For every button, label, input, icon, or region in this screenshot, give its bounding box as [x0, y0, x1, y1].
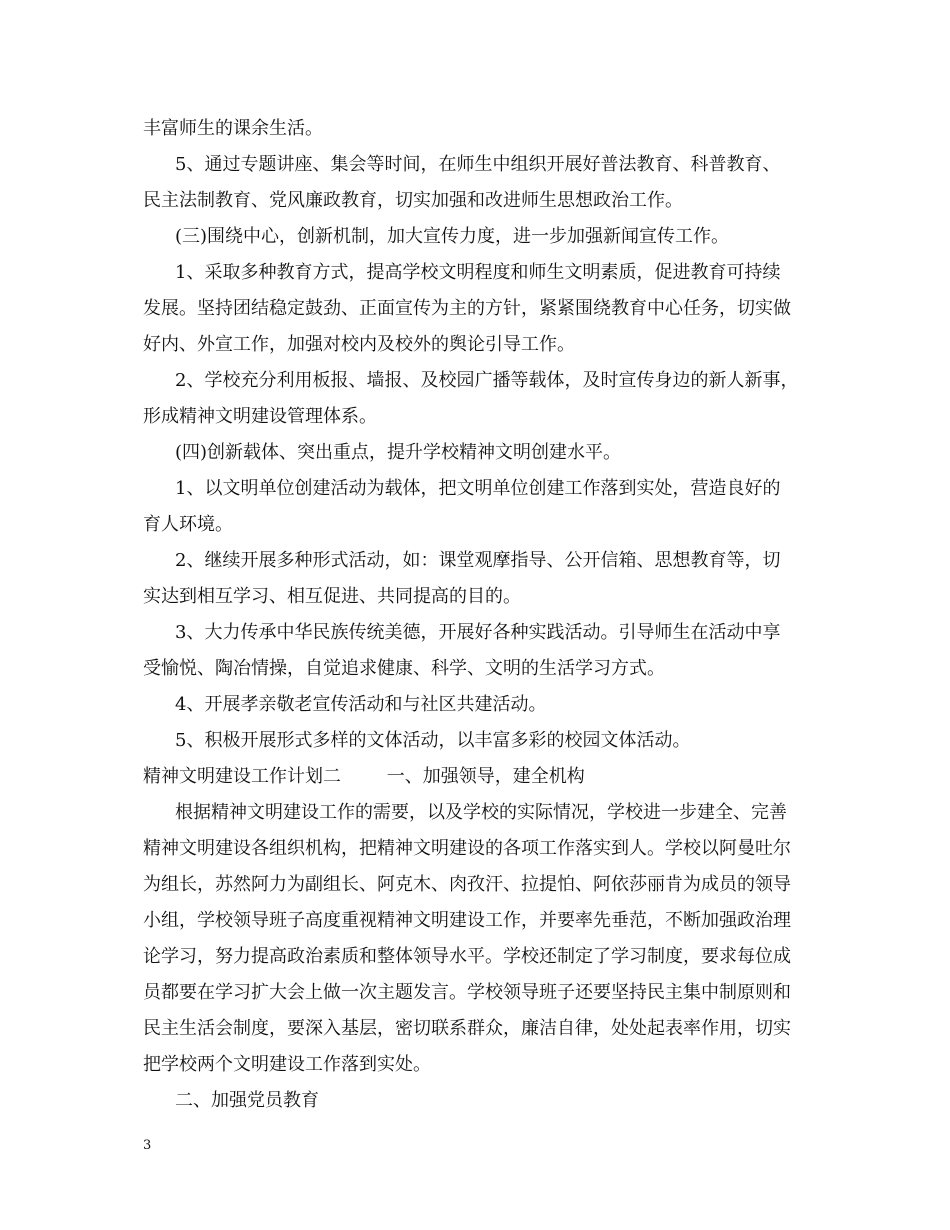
text-line: 2、继续开展多种形式活动，如：课堂观摩指导、公开信箱、思想教育等，切 [175, 550, 781, 571]
text-line: 3、大力传承中华民族传统美德，开展好各种实践活动。引导师生在活动中享 [175, 622, 781, 643]
section-heading: (三)围绕中心，创新机制，加大宣传力度，进一步加强新闻宣传工作。 [175, 226, 730, 247]
text-line: 2、学校充分利用板报、墙报、及校园广播等载体，及时宣传身边的新人新事， [175, 370, 799, 391]
text-line: 精神文明建设各组织机构，把精神文明建设的各项工作落实到人。学校以阿曼吐尔 [143, 838, 791, 859]
text-line: 根据精神文明建设工作的需要，以及学校的实际情况，学校进一步建全、完善 [175, 802, 787, 823]
text-line: 1、以文明单位创建活动为载体，把文明单位创建工作落到实处，营造良好的 [175, 478, 781, 499]
text-line: 实达到相互学习、相互促进、共同提高的目的。 [143, 586, 521, 607]
text-line: 5、积极开展形式多样的文体活动，以丰富多彩的校园文体活动。 [175, 730, 691, 751]
text-line: 为组长，苏然阿力为副组长、阿克木、肉孜汗、拉提怕、阿依莎丽肯为成员的领导 [143, 874, 791, 895]
text-line: 民主法制教育、党风廉政教育，切实加强和改进师生思想政治工作。 [143, 190, 683, 211]
text-line: 发展。坚持团结稳定鼓劲、正面宣传为主的方针，紧紧围绕教育中心任务，切实做 [143, 298, 791, 319]
page-number: 3 [143, 1138, 152, 1153]
text-line: 好内、外宣工作，加强对校内及校外的舆论引导工作。 [143, 334, 575, 355]
text-line: 1、采取多种教育方式，提高学校文明程度和师生文明素质，促进教育可持续 [175, 262, 781, 283]
text-line: 论学习，努力提高政治素质和整体领导水平。学校还制定了学习制度，要求每位成 [143, 946, 791, 967]
text-line: 员都要在学习扩大会上做一次主题发言。学校领导班子还要坚持民主集中制原则和 [143, 982, 791, 1003]
text-line: 5、通过专题讲座、集会等时间，在师生中组织开展好普法教育、科普教育、 [175, 154, 781, 175]
text-line: 民主生活会制度，要深入基层，密切联系群众，廉洁自律，处处起表率作用，切实 [143, 1018, 791, 1039]
text-line: 育人环境。 [143, 514, 233, 535]
text-line: 受愉悦、陶冶情操，自觉追求健康、科学、文明的生活学习方式。 [143, 658, 665, 679]
text-line: 小组，学校领导班子高度重视精神文明建设工作，并要率先垂范，不断加强政治理 [143, 910, 791, 931]
section-heading: (四)创新载体、突出重点，提升学校精神文明创建水平。 [175, 442, 622, 463]
document-title-line: 精神文明建设工作计划二 一、加强领导，建全机构 [143, 766, 585, 787]
text-line: 把学校两个文明建设工作落到实处。 [143, 1054, 431, 1075]
text-line: 4、开展孝亲敬老宣传活动和与社区共建活动。 [175, 694, 547, 715]
section-heading: 二、加强党员教育 [175, 1090, 319, 1111]
text-line: 丰富师生的课余生活。 [143, 118, 323, 139]
text-line: 形成精神文明建设管理体系。 [143, 406, 377, 427]
